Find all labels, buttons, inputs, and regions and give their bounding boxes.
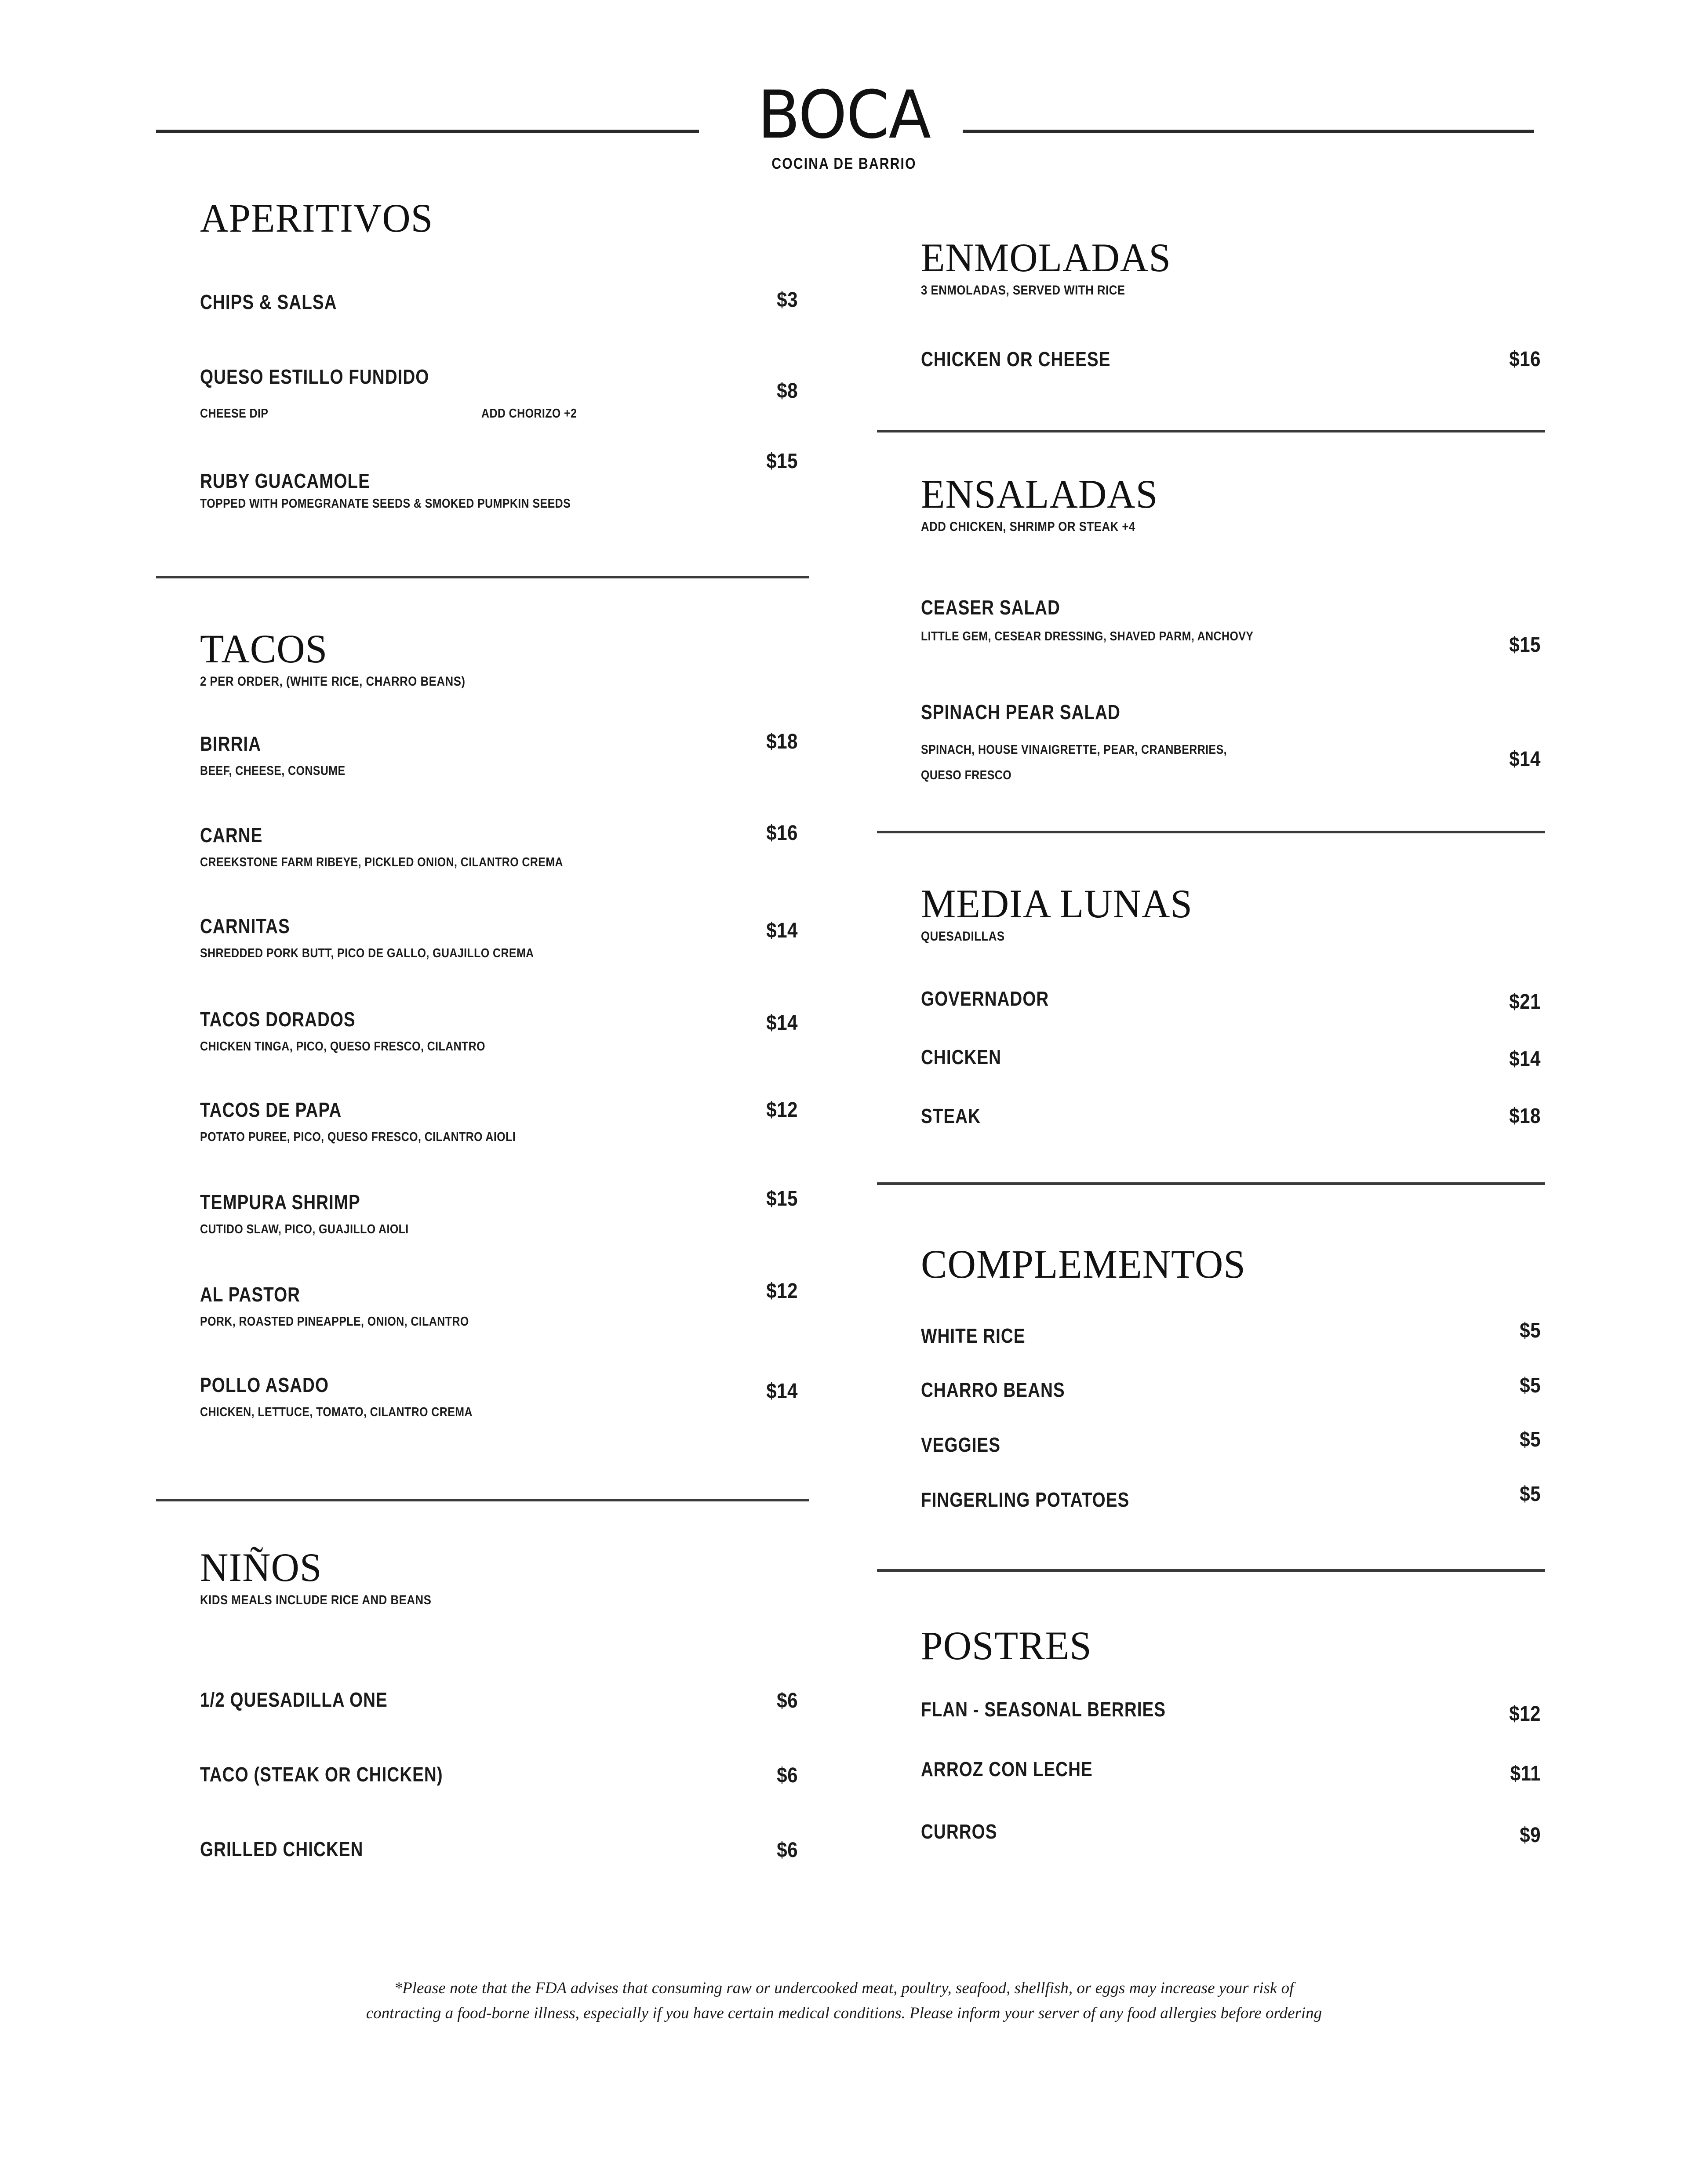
menu-item-price: $11: [1510, 1762, 1541, 1785]
menu-item-description: CHICKEN TINGA, PICO, QUESO FRESCO, CILANTRO: [200, 1039, 485, 1054]
divider-left-1: [156, 576, 809, 578]
menu-item-price: $5: [1520, 1428, 1541, 1451]
menu-item-name: CHICKEN OR CHEESE: [921, 348, 1111, 371]
menu-item-description: SHREDDED PORK BUTT, PICO DE GALLO, GUAJILLO CREMA: [200, 946, 534, 960]
section-title: NIÑOS: [200, 1545, 322, 1590]
menu-item-name: RUBY GUACAMOLE: [200, 469, 370, 492]
section-note: KIDS MEALS INCLUDE RICE AND BEANS: [200, 1593, 432, 1607]
menu-item-description: POTATO PUREE, PICO, QUESO FRESCO, CILANTRO AIOLI: [200, 1130, 516, 1144]
section-title: TACOS: [200, 626, 328, 671]
menu-item-name: CHICKEN: [921, 1046, 1002, 1068]
menu-item-name: TEMPURA SHRIMP: [200, 1191, 360, 1214]
menu-item-price: $18: [1509, 1105, 1541, 1128]
divider-right-4: [877, 1569, 1545, 1572]
menu-item-name: CARNITAS: [200, 915, 290, 938]
footer-line-1: *Please note that the FDA advises that consuming raw or undercooked meat, poultry, seafood, shellfish, or eggs may increase your risk of: [394, 1979, 1294, 1997]
menu-item-name: CARNE: [200, 824, 263, 847]
menu-item-price: $5: [1520, 1483, 1541, 1506]
menu-item-price: $12: [766, 1279, 798, 1303]
menu-item-description: BEEF, CHEESE, CONSUME: [200, 764, 346, 778]
menu-item-description: LITTLE GEM, CESEAR DRESSING, SHAVED PARM, ANCHOVY: [921, 629, 1254, 643]
menu-item-description-secondary: ADD CHORIZO +2: [481, 407, 577, 421]
menu-item-name: CEASER SALAD: [921, 596, 1060, 619]
divider-right-3: [877, 1182, 1545, 1185]
menu-item-description: SPINACH, HOUSE VINAIGRETTE, PEAR, CRANBERRIES,: [921, 743, 1227, 757]
menu-section: [200, 626, 798, 689]
section-title: ENSALADAS: [921, 472, 1158, 516]
menu-item-price: $8: [777, 379, 798, 403]
menu-item-price: $5: [1520, 1319, 1541, 1342]
menu-item-price: $6: [777, 1764, 798, 1787]
menu-item-name: WHITE RICE: [921, 1324, 1026, 1347]
header-rule-right: [963, 130, 1534, 133]
menu-item-description: PORK, ROASTED PINEAPPLE, ONION, CILANTRO: [200, 1315, 469, 1329]
divider-left-2: [156, 1499, 809, 1501]
menu-item-name: GRILLED CHICKEN: [200, 1838, 364, 1861]
menu-item-price: $14: [766, 919, 798, 942]
menu-item-price: $18: [766, 730, 798, 753]
menu-section: [200, 1547, 798, 1608]
menu-item-name: TACO (STEAK OR CHICKEN): [200, 1763, 443, 1786]
header-rule-left: [156, 130, 699, 133]
menu-item-name: QUESO ESTILLO FUNDIDO: [200, 365, 429, 388]
menu-item-name: CHARRO BEANS: [921, 1378, 1065, 1401]
menu-item-name: FINGERLING POTATOES: [921, 1488, 1130, 1511]
menu-item-price: $16: [766, 821, 798, 845]
divider-right-2: [877, 831, 1545, 833]
menu-section: [921, 883, 1536, 944]
menu-item-name: CHIPS & SALSA: [200, 291, 337, 313]
section-note: QUESADILLAS: [921, 929, 1005, 944]
menu-item-price: $15: [766, 1187, 798, 1210]
menu-item-price: $21: [1509, 990, 1541, 1014]
menu-item-description: TOPPED WITH POMEGRANATE SEEDS & SMOKED PUMPKIN SEEDS: [200, 497, 571, 511]
section-title: ENMOLADAS: [921, 235, 1171, 280]
menu-item-name: GOVERNADOR: [921, 987, 1049, 1010]
section-title: MEDIA LUNAS: [921, 881, 1193, 926]
section-title: APERITIVOS: [200, 196, 433, 240]
menu-item-price: $5: [1520, 1374, 1541, 1397]
menu-item-price: $16: [1509, 348, 1541, 371]
section-note: 3 ENMOLADAS, SERVED WITH RICE: [921, 283, 1125, 298]
menu-item-name: ARROZ CON LECHE: [921, 1758, 1093, 1781]
menu-item-price: $14: [1509, 1047, 1541, 1071]
menu-item-price: $12: [766, 1098, 798, 1122]
section-title: COMPLEMENTOS: [921, 1242, 1246, 1286]
menu-item-name: STEAK: [921, 1105, 981, 1127]
menu-item-name: BIRRIA: [200, 732, 262, 755]
section-title: POSTRES: [921, 1623, 1092, 1668]
menu-item-name: SPINACH PEAR SALAD: [921, 701, 1120, 723]
menu-section: [200, 198, 798, 238]
logo-wordmark: BOCA: [757, 77, 931, 153]
menu-section: [921, 237, 1536, 298]
menu-section: [921, 474, 1536, 534]
menu-item-name: TACOS DE PAPA: [200, 1098, 342, 1121]
menu-item-name: FLAN - SEASONAL BERRIES: [921, 1698, 1166, 1721]
section-note: ADD CHICKEN, SHRIMP OR STEAK +4: [921, 520, 1135, 534]
menu-item-name: AL PASTOR: [200, 1283, 301, 1306]
menu-item-price: $15: [766, 450, 798, 473]
brand-logo: [646, 77, 1042, 173]
menu-item-name: TACOS DORADOS: [200, 1008, 356, 1031]
menu-item-description: CREEKSTONE FARM RIBEYE, PICKLED ONION, CILANTRO CREMA: [200, 855, 564, 869]
divider-right-1: [877, 430, 1545, 432]
menu-item-name: VEGGIES: [921, 1433, 1000, 1456]
menu-item-price: $14: [1509, 748, 1541, 771]
menu-header: [0, 77, 1688, 190]
menu-section: [921, 1244, 1536, 1284]
menu-item-description-secondary: QUESO FRESCO: [921, 768, 1012, 782]
menu-item-price: $6: [777, 1839, 798, 1862]
menu-item-price: $15: [1509, 633, 1541, 657]
menu-item-price: $3: [777, 288, 798, 312]
menu-item-name: 1/2 QUESADILLA ONE: [200, 1688, 388, 1711]
menu-item-description: CHEESE DIP: [200, 407, 269, 421]
menu-item-price: $14: [766, 1011, 798, 1035]
menu-section: [921, 1625, 1536, 1666]
menu-item-price: $14: [766, 1380, 798, 1403]
footer-line-2: contracting a food-borne illness, especially if you have certain medical conditions. Please inform your server of any food allergies before ordering: [366, 2004, 1322, 2023]
menu-item-price: $12: [1509, 1702, 1541, 1726]
menu-item-description: CUTIDO SLAW, PICO, GUAJILLO AIOLI: [200, 1222, 409, 1236]
section-note: 2 PER ORDER, (WHITE RICE, CHARRO BEANS): [200, 674, 466, 689]
menu-item-price: $9: [1520, 1824, 1541, 1847]
menu-item-description: CHICKEN, LETTUCE, TOMATO, CILANTRO CREMA: [200, 1405, 473, 1419]
footer-disclaimer: [0, 1976, 1688, 2026]
logo-tagline: COCINA DE BARRIO: [771, 155, 917, 172]
menu-item-name: CURROS: [921, 1820, 997, 1843]
menu-item-price: $6: [777, 1689, 798, 1712]
menu-item-name: POLLO ASADO: [200, 1374, 329, 1396]
